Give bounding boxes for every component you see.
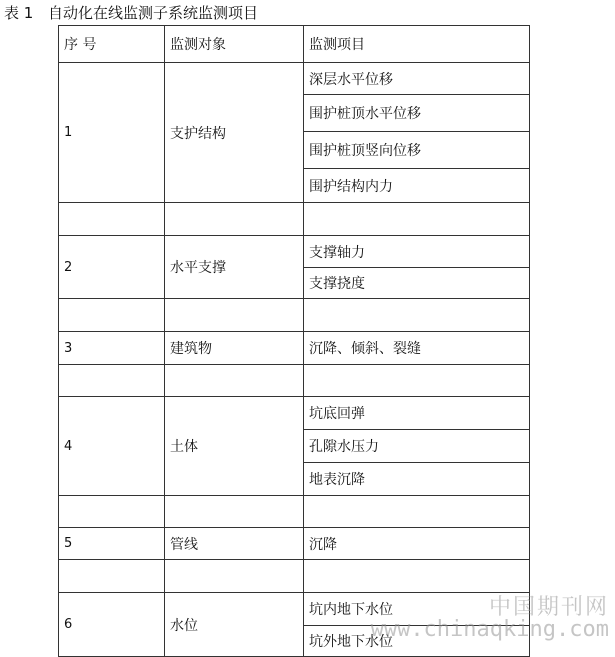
row-item: 孔隙水压力 xyxy=(304,430,530,463)
table-caption xyxy=(4,3,258,23)
table-title: 自动化在线监测子系统监测项目 xyxy=(48,4,259,22)
row-item: 地表沉降 xyxy=(304,463,530,496)
row-item: 围护桩顶竖向位移 xyxy=(304,132,530,169)
blank-row xyxy=(59,560,530,593)
header-object: 监测对象 xyxy=(165,26,304,63)
row-object: 水平支撑 xyxy=(165,236,304,299)
row-item: 沉降、倾斜、裂缝 xyxy=(304,332,530,365)
row-number: 2 xyxy=(59,236,165,299)
blank-row xyxy=(59,203,530,236)
table-number: 表 1 xyxy=(4,4,34,22)
row-item: 支撑挠度 xyxy=(304,268,530,299)
row-item: 坑内地下水位 xyxy=(304,593,530,626)
row-object: 支护结构 xyxy=(165,63,304,203)
row-object: 管线 xyxy=(165,528,304,560)
row-object: 水位 xyxy=(165,593,304,657)
blank-row xyxy=(59,496,530,528)
header-row xyxy=(59,26,530,63)
row-item: 沉降 xyxy=(304,528,530,560)
row-item: 支撑轴力 xyxy=(304,236,530,268)
row-item: 围护结构内力 xyxy=(304,169,530,203)
header-item: 监测项目 xyxy=(304,26,530,63)
monitoring-table xyxy=(58,25,530,657)
row-number: 5 xyxy=(59,528,165,560)
row-object: 建筑物 xyxy=(165,332,304,365)
blank-row xyxy=(59,365,530,397)
row-number: 3 xyxy=(59,332,165,365)
table-row xyxy=(59,397,530,430)
watermark-url: www.chinaqking.com xyxy=(370,617,609,642)
row-item: 坑底回弹 xyxy=(304,397,530,430)
table-row xyxy=(59,332,530,365)
table-row xyxy=(59,63,530,95)
header-number: 序 号 xyxy=(59,26,165,63)
blank-row xyxy=(59,299,530,332)
row-number: 6 xyxy=(59,593,165,657)
row-object: 土体 xyxy=(165,397,304,496)
watermark-site-name: 中国期刊网 xyxy=(488,595,609,620)
row-item: 围护桩顶水平位移 xyxy=(304,95,530,132)
table-row xyxy=(59,528,530,560)
row-item: 坑外地下水位 xyxy=(304,626,530,657)
row-number: 4 xyxy=(59,397,165,496)
row-item: 深层水平位移 xyxy=(304,63,530,95)
row-number: 1 xyxy=(59,63,165,203)
table-row xyxy=(59,236,530,268)
table-row xyxy=(59,593,530,626)
